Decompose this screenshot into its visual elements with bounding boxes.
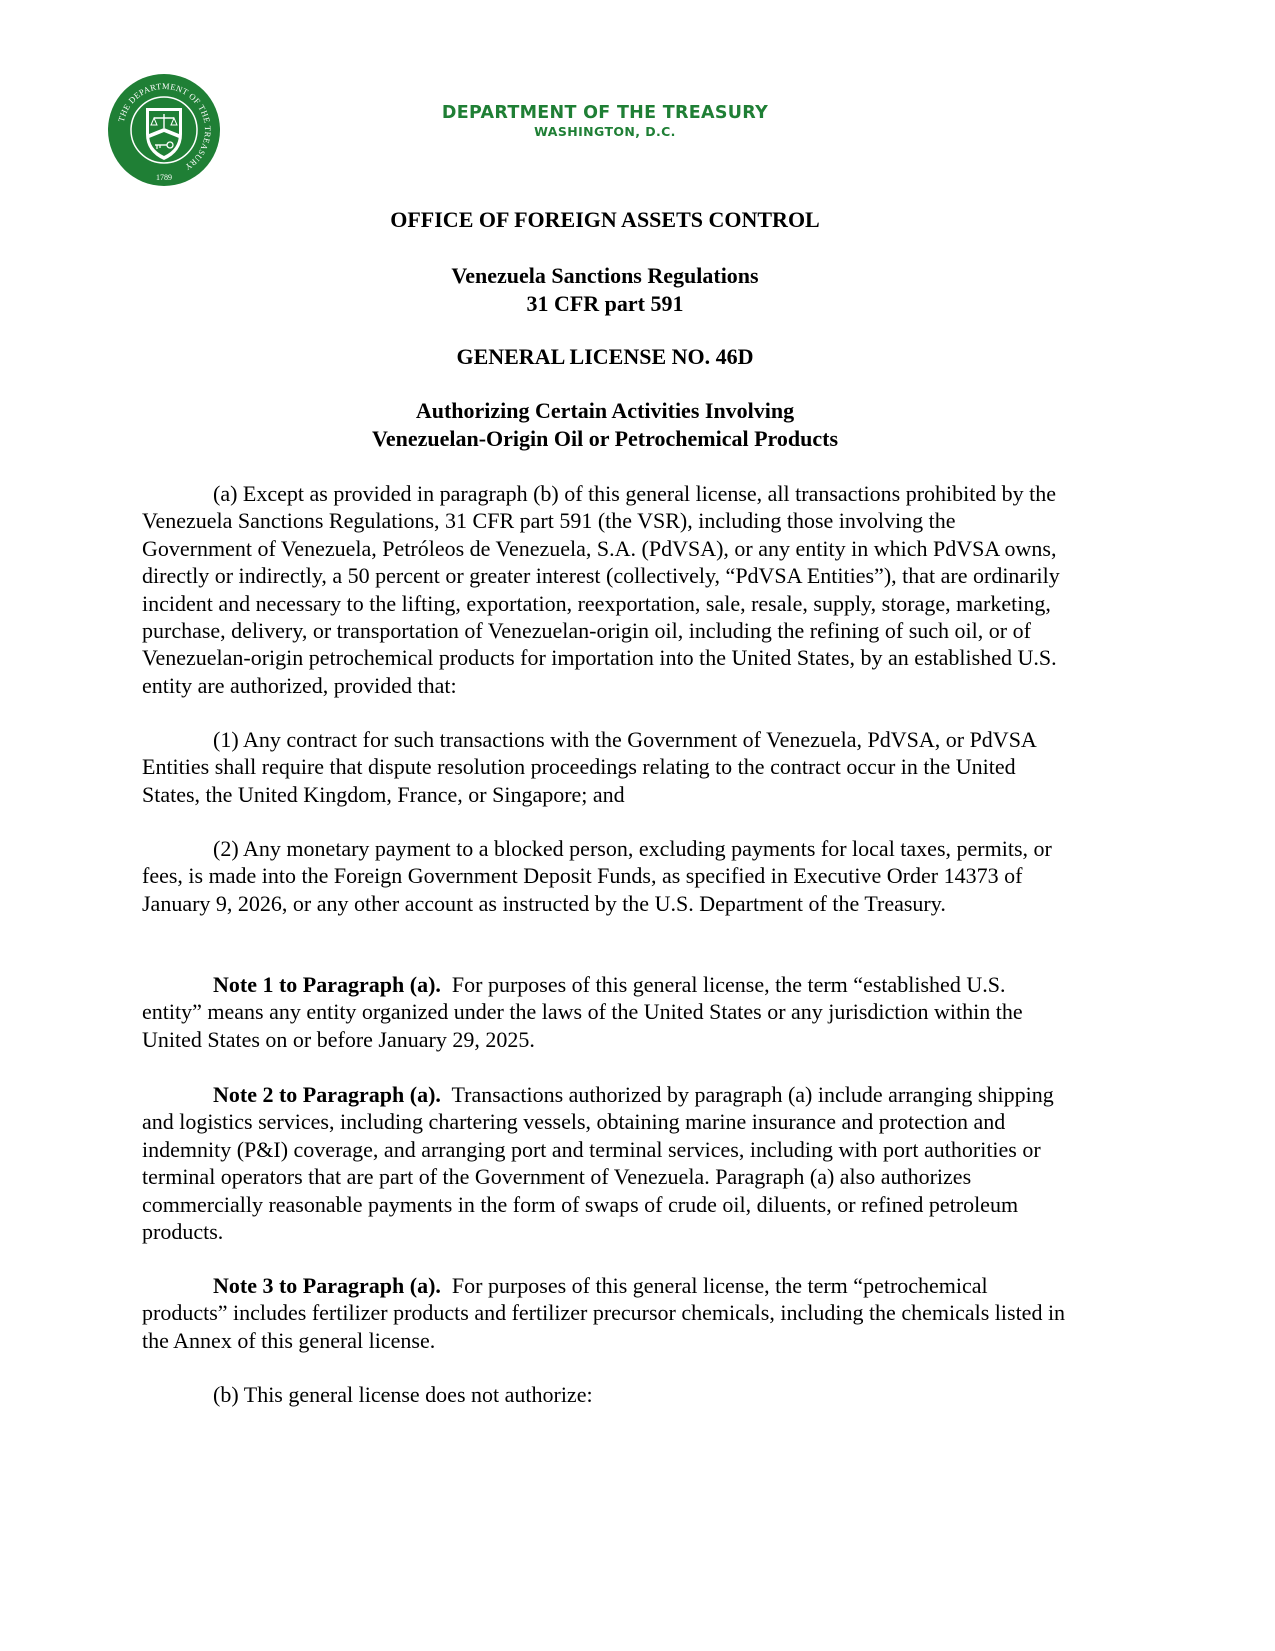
note-3-label: Note 3 to Paragraph (a). — [213, 1273, 441, 1298]
note-1-label: Note 1 to Paragraph (a). — [213, 972, 441, 997]
subject-line-1: Authorizing Certain Activities Involving — [415, 398, 795, 423]
department-location: WASHINGTON, D.C. — [534, 124, 676, 139]
seal-year: 1789 — [156, 173, 172, 182]
cfr-citation: 31 CFR part 591 — [526, 291, 684, 316]
subject-line-2: Venezuelan-Origin Oil or Petrochemical Products — [371, 426, 839, 451]
note-2-text: Transactions authorized by paragraph (a) include arranging shipping and logistics services, including chartering vessels, obtaining marine insurance and protection and indemnity (P&I) coverage, and arranging port and terminal services, including with port authorities or terminal operators that are part of the Government of Venezuela. Paragraph (a) also authorizes commercially reasonable payments in the form of swaps of crude oil, diluents, or refined petroleum products. — [142, 1082, 1054, 1245]
note-1 — [142, 971, 1067, 1053]
paragraph-a2-text: (2) Any monetary payment to a blocked person, excluding payments for local taxes, permits, or fees, is made into the Foreign Government Deposit Funds, as specified in Executive Order 14373 of January 9, 2026, or any other account as instructed by the U.S. Department of the Treasury. — [142, 836, 1052, 916]
license-subject — [0, 397, 1210, 453]
regulation-heading — [0, 262, 1210, 318]
license-number: GENERAL LICENSE NO. 46D — [456, 344, 754, 369]
seal-arc-text: THE DEPARTMENT OF THE TREASURY — [115, 80, 214, 173]
paragraph-b-text: (b) This general license does not authorize: — [213, 1382, 593, 1407]
department-name: DEPARTMENT OF THE TREASURY — [441, 103, 769, 123]
note-2-label: Note 2 to Paragraph (a). — [213, 1082, 441, 1107]
paragraph-b — [142, 1381, 1067, 1408]
note-2 — [142, 1081, 1067, 1245]
office-heading: OFFICE OF FOREIGN ASSETS CONTROL — [390, 207, 820, 232]
paragraph-a1-text: (1) Any contract for such transactions with the Government of Venezuela, PdVSA, or PdVSA Entities shall require that dispute resolution proceedings relating to the contract occur in the United States, the United Kingdom, France, or Singapore; and — [142, 727, 1036, 807]
paragraph-a — [142, 480, 1067, 699]
paragraph-a-text: (a) Except as provided in paragraph (b) of this general license, all transactions prohibited by the Venezuela Sanctions Regulations, 31 CFR part 591 (the VSR), including those involving the Government of Venezuela, Petróleos de Venezuela, S.A. (PdVSA), or any entity in which PdVSA owns, directly or indirectly, a 50 percent or greater interest (collectively, “PdVSA Entities”), that are ordinarily incident and necessary to the lifting, exportation, reexportation, sale, resale, supply, storage, marketing, purchase, delivery, or transportation of Venezuelan-origin oil, including the refining of such oil, or of Venezuelan-origin petrochemical products for importation into the United States, by an established U.S. entity are authorized, provided that: — [142, 481, 1060, 698]
paragraph-a2 — [142, 835, 1067, 917]
note-1-text: For purposes of this general license, the term “established U.S. entity” means any entity organized under the laws of the United States or any jurisdiction within the United States on or before January 29, 2025. — [142, 972, 1023, 1052]
paragraph-a1 — [142, 726, 1067, 808]
note-3 — [142, 1272, 1067, 1354]
note-3-text: For purposes of this general license, the term “petrochemical products” includes fertilizer products and fertilizer precursor chemicals, including the chemicals listed in the Annex of this general license. — [142, 1273, 1066, 1353]
regulation-name: Venezuela Sanctions Regulations — [451, 263, 759, 288]
